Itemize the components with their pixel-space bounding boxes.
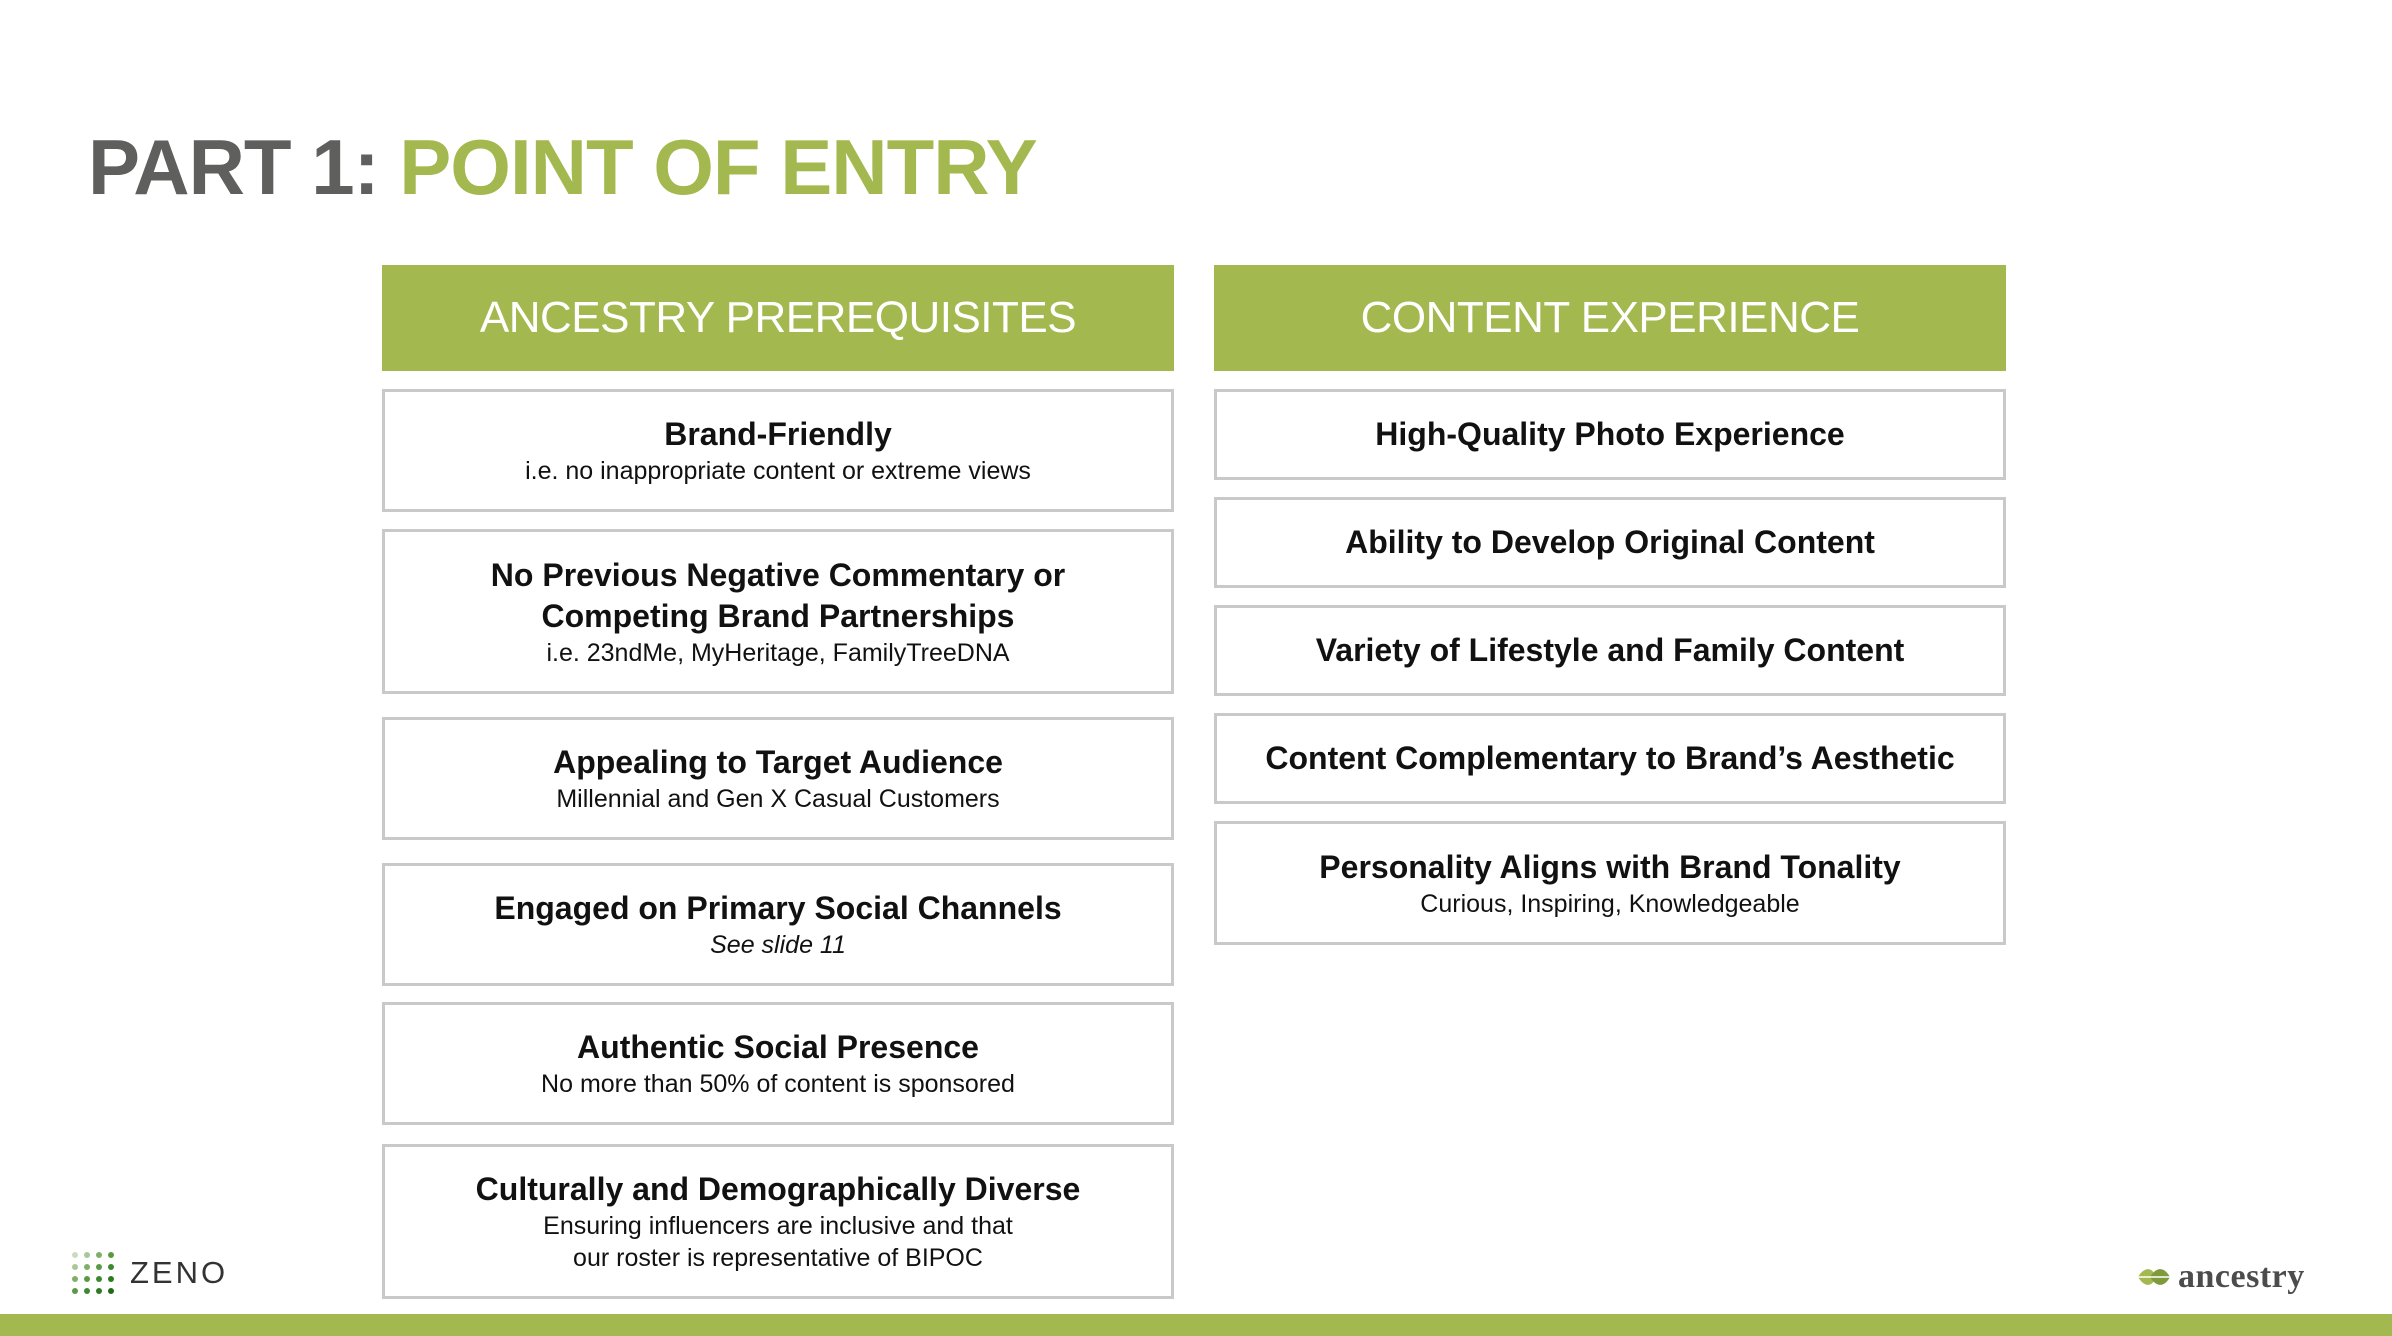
card-brand-tonality (1214, 821, 2006, 945)
card-heading: Content Complementary to Brand’s Aesthetic (1265, 740, 1955, 776)
card-heading: Personality Aligns with Brand Tonality (1319, 848, 1901, 885)
card-subtext: Ensuring influencers are inclusive and that our roster is representative of BIPOC (543, 1212, 1013, 1272)
bottom-accent-bar (0, 1314, 2392, 1336)
zeno-logo (72, 1252, 228, 1294)
card-heading: Engaged on Primary Social Channels (494, 890, 1062, 926)
card-original-content (1214, 497, 2006, 588)
zeno-logo-text: ZENO (130, 1255, 229, 1290)
card-engaged-social-channels (382, 863, 1174, 986)
card-no-negative-commentary (382, 529, 1174, 694)
card-authentic-social-presence (382, 1002, 1174, 1125)
card-heading: Appealing to Target Audience (553, 744, 1003, 780)
card-culturally-diverse (382, 1144, 1174, 1299)
card-subtext: i.e. no inappropriate content or extreme views (525, 457, 1031, 485)
ancestry-logo (2136, 1258, 2305, 1296)
zeno-dot-grid-icon (72, 1252, 114, 1294)
title-main-label: POINT OF ENTRY (399, 123, 1037, 211)
card-subtext: i.e. 23ndMe, MyHeritage, FamilyTreeDNA (546, 638, 1010, 667)
slide-title (88, 123, 1037, 211)
card-heading: Brand-Friendly (664, 416, 892, 452)
ancestry-logo-text: ancestry (2178, 1258, 2305, 1295)
card-subtext: Millennial and Gen X Casual Customers (556, 785, 1000, 813)
ancestry-prerequisites-header: ANCESTRY PREREQUISITES (382, 265, 1174, 371)
card-heading: Culturally and Demographically Diverse (475, 1171, 1081, 1207)
card-heading: Authentic Social Presence (577, 1029, 979, 1065)
card-heading: Variety of Lifestyle and Family Content (1315, 632, 1905, 668)
card-appealing-target-audience (382, 717, 1174, 840)
card-lifestyle-family-content (1214, 605, 2006, 696)
card-brand-friendly (382, 389, 1174, 512)
card-subtext: See slide 11 (710, 931, 846, 959)
card-brand-aesthetic (1214, 713, 2006, 804)
card-high-quality-photo (1214, 389, 2006, 480)
card-subtext: No more than 50% of content is sponsored (541, 1070, 1015, 1098)
ancestry-leaf-icon (2136, 1262, 2172, 1292)
card-heading: Ability to Develop Original Content (1345, 524, 1875, 560)
card-heading: High-Quality Photo Experience (1375, 416, 1845, 452)
card-subtext: Curious, Inspiring, Knowledgeable (1420, 889, 1800, 918)
content-experience-header: CONTENT EXPERIENCE (1214, 265, 2006, 371)
card-heading: No Previous Negative Commentary or Competing Brand Partnerships (490, 556, 1066, 634)
title-part-label: PART 1: (88, 123, 379, 211)
